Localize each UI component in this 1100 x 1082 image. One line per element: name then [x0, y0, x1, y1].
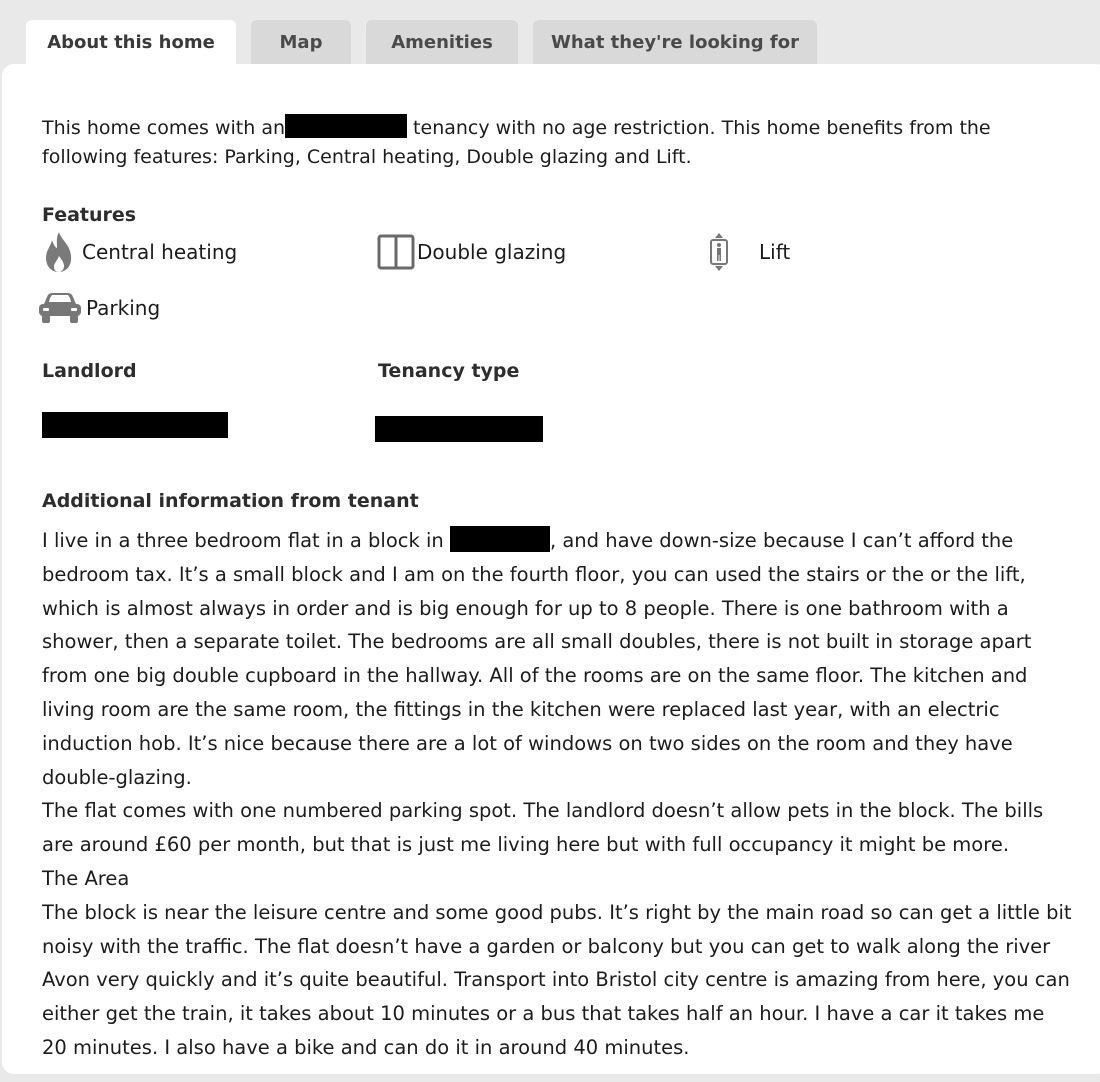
description-paragraph	[42, 524, 1072, 794]
intro-text	[42, 114, 1072, 172]
tenancy-type-section	[378, 360, 519, 382]
features-heading: Features	[42, 204, 137, 226]
description-paragraph: The block is near the leisure centre and some good pubs. It’s right by the main road so can get a little bit noisy with the traffic. The flat doesn’t have a garden or balcony but you can get to walk along the river Avon very quickly and it’s quite beautiful. Transport into Bristol city centre is amazing from here, you can either get the train, it takes about 10 minutes or a bus that takes half an hour. I have a car it takes me 20 minutes. I also have a bike and can do it in around 40 minutes.	[42, 900, 1072, 1059]
feature-label: Parking	[86, 296, 161, 320]
description-paragraph: The flat comes with one numbered parking spot. The landlord doesn’t allow pets in the block. The bills are around £60 per month, but that is just me living here but with full occupancy it might be more.	[42, 799, 1044, 857]
feature-central-heating	[42, 230, 237, 274]
redacted-tenancy-type	[375, 416, 543, 442]
redacted-landlord-name	[42, 412, 228, 438]
redacted-tenancy-inline	[285, 114, 407, 138]
feature-label: Central heating	[82, 240, 238, 264]
car-icon	[34, 286, 86, 330]
window-icon	[377, 230, 417, 274]
lift-icon	[707, 230, 759, 274]
feature-double-glazing	[377, 230, 566, 274]
tab-bar	[26, 20, 832, 66]
flame-icon	[42, 230, 82, 274]
tenancy-type-heading: Tenancy type	[378, 360, 520, 382]
tab-map[interactable]: Map	[251, 20, 351, 66]
landlord-heading: Landlord	[42, 360, 137, 382]
tab-what-theyre-looking-for[interactable]: What they're looking for	[533, 20, 817, 66]
landlord-section	[42, 360, 137, 382]
tenant-description	[42, 524, 1072, 1065]
additional-info-heading: Additional information from tenant	[42, 490, 419, 512]
tenancy-details	[42, 360, 1072, 490]
feature-parking	[34, 286, 160, 330]
redacted-location	[450, 526, 550, 552]
description-text: , and have down-size because I can’t afford the bedroom tax. It’s a small block and I am on the fourth floor, you can used the stairs or the or the lift, which is almost always in order and is big enough for up to 8 people. There is one bathroom with a shower, then a separate toilet. The bedrooms are all small doubles, there is not built in storage apart from one big double cupboard in the hallway. All of the rooms are on the same floor. The kitchen and living room are the same room, the fittings in the kitchen were replaced last year, with an electric induction hob. It’s nice because there are a lot of windows on two sides on the room and they have double-glazing.	[42, 529, 1032, 789]
tab-about-this-home[interactable]: About this home	[26, 20, 236, 66]
about-content	[42, 114, 1072, 1065]
tab-amenities[interactable]: Amenities	[366, 20, 518, 66]
description-text-start: I live in a three bedroom flat in a block in	[42, 529, 450, 552]
intro-text-start: This home comes with an	[42, 117, 286, 139]
about-panel	[2, 64, 1100, 1074]
feature-label: Lift	[759, 240, 791, 264]
area-subheading: The Area	[42, 866, 130, 890]
feature-lift	[707, 230, 790, 274]
intro-text-end: tenancy with no age restriction. This home benefits from the following features: Parking, Central heating, Double glazing and Lift.	[42, 117, 991, 168]
feature-label: Double glazing	[417, 240, 567, 264]
features-list	[42, 226, 1072, 344]
